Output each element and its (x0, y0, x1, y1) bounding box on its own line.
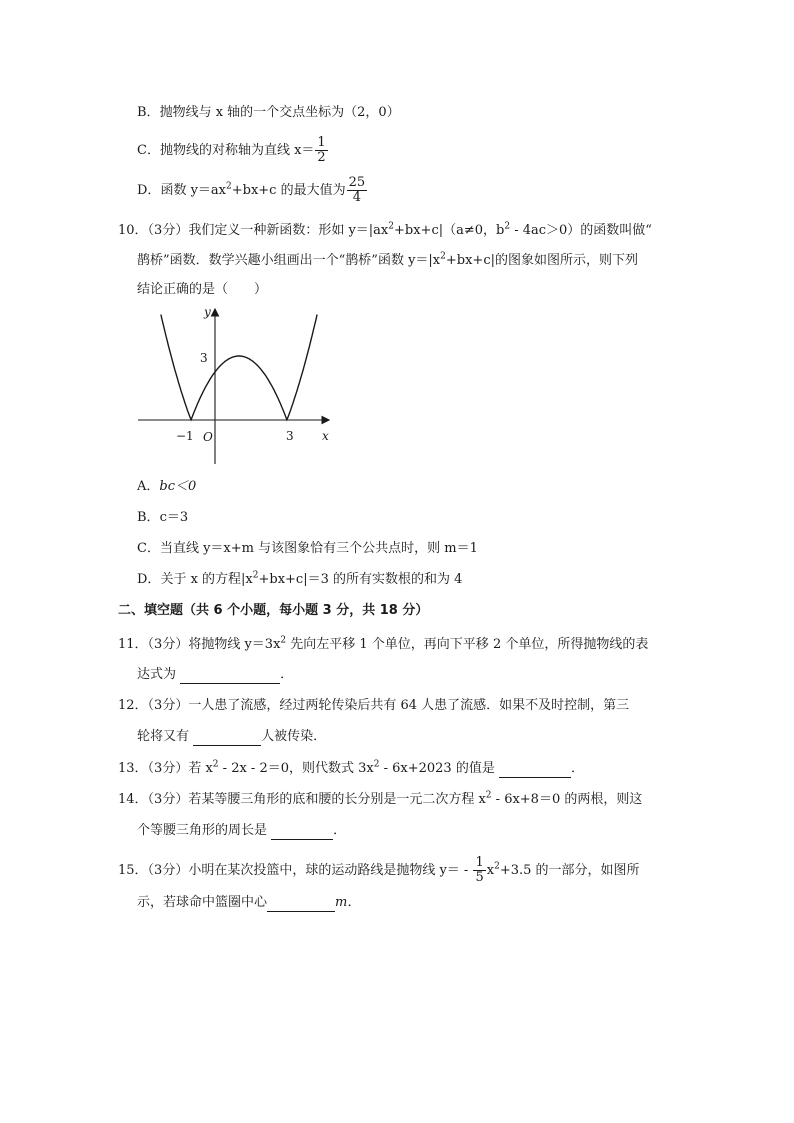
q10-function-graph (132, 304, 342, 474)
q14-line1: 14．（3分）若某等腰三角形的底和腰的长分别是一元二次方程 $x^2 - 6x+8=0$ 的两根，则这 (118, 790, 643, 807)
q12-line2: 轮将又有 人被传染． (137, 729, 327, 744)
q14-line2: 个等腰三角形的周长是 ． (137, 823, 347, 838)
q10-line1: 10．（3分）我们定义一种新函数：形如 $y=|ax^2+bx+c|(a\ne 0$，$b^2 - 4ac>0$）的函数叫做“ (118, 221, 652, 238)
q10-option-b: B．c＝3 (137, 510, 189, 525)
fraction: $\frac{1}{2}$ (317, 135, 326, 165)
q10-option-c: C．当直线 y＝x+m 与该图象恰有三个公共点时，则 m＝1 (137, 541, 478, 556)
q15-line1: 15．（3分）小明在某次投篮中，球的运动路线是抛物线 y＝ - $\frac{1}{5}$ $x^2+3.5$ 的一部分，如图所 (118, 855, 640, 885)
q11-line1: 11．（3分）将抛物线 $y=3x^2$ 先向左平移 1 个单位，再向下平移 2 个单位，所得抛物线的表 (118, 635, 649, 652)
answer-blank[interactable] (193, 731, 261, 746)
q12-line1: 12．（3分）一人患了流感，经过两轮传染后共有 64 人患了流感．如果不及时控制，第三 (118, 698, 630, 713)
fraction: $\frac{1}{5}$ (475, 855, 484, 885)
y-axis-label: y (204, 305, 211, 319)
bridge-function-curve (161, 315, 317, 420)
x-tick-neg1: −1 (176, 429, 194, 443)
answer-blank[interactable] (180, 669, 280, 684)
x-tick-3: 3 (286, 429, 294, 443)
answer-blank[interactable] (499, 763, 571, 778)
origin-label: O (203, 430, 213, 444)
q15-line2: 示，若球命中篮圈中心 m． (137, 895, 361, 910)
q10-line2: 鹊桥”函数．数学兴趣小组画出一个“鹊桥”函数 $y=|x^2+bx+c|$的图象如图所示，则下列 (137, 251, 638, 268)
x-axis-label: x (322, 429, 329, 443)
section-title: 二、填空题（共 6 个小题，每小题 3 分，共 18 分） (118, 603, 429, 618)
q13-line1: 13．（3分）若 $x^2 - 2x - 2=0$，则代数式 $3x^2 - 6x+2023$ 的值是 ． (118, 759, 584, 776)
q9-option-b: B．抛物线与 x 轴的一个交点坐标为（2，0） (137, 105, 400, 120)
q10-line3: 结论正确的是（ ） (137, 282, 268, 297)
answer-blank[interactable] (271, 825, 333, 840)
q9-option-d: D．函数 $y=ax^2+bx+c$ 的最大值为 $\frac{25}{4}$ (137, 175, 366, 205)
answer-blank[interactable] (267, 897, 335, 912)
fraction: $\frac{25}{4}$ (348, 175, 366, 205)
q10-option-d: D．关于 x 的方程$|x^2+bx+c|=3$ 的所有实数根的和为 4 (137, 570, 463, 587)
q10-option-a: A．bc＜0 (137, 479, 197, 494)
y-tick-3: 3 (200, 351, 208, 365)
q11-line2: 达式为 ． (137, 667, 294, 682)
q9-option-c: C．抛物线的对称轴为直线 x＝ $\frac{1}{2}$ (137, 135, 326, 165)
